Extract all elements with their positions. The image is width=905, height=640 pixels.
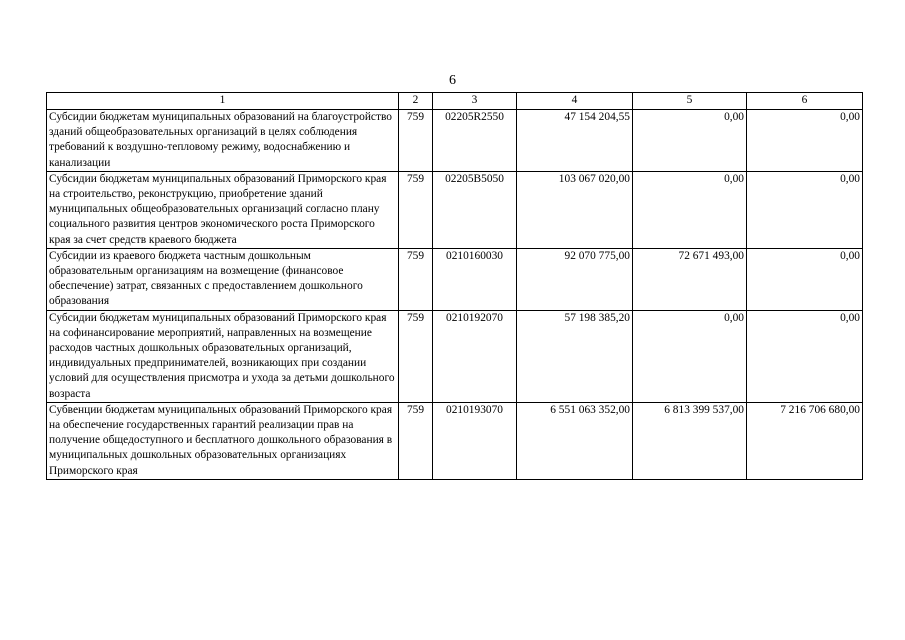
table-header-row xyxy=(47,93,863,110)
row-amount-col6: 0,00 xyxy=(747,171,863,248)
row-amount-col5: 6 813 399 537,00 xyxy=(633,402,747,479)
row-ministry-code: 759 xyxy=(399,110,433,172)
row-target-code: 0210160030 xyxy=(433,248,517,310)
row-description: Субвенции бюджетам муниципальных образований Приморского края на обеспечение государственных гарантий реализации прав на получение общедоступного и бесплатного дошкольного образования в муниципальных дошкольных образовательных организациях Приморского края xyxy=(47,402,399,479)
column-header-6: 6 xyxy=(747,93,863,110)
row-ministry-code: 759 xyxy=(399,402,433,479)
row-target-code: 02205В5050 xyxy=(433,171,517,248)
row-description: Субсидии бюджетам муниципальных образований Приморского края на софинансирование мероприятий, направленных на возмещение расходов частных дошкольных образовательных организаций, индивидуальных предпринимателей, возникающих при создании условий для осуществления присмотра и ухода за детьми дошкольного возраста xyxy=(47,310,399,402)
row-target-code: 0210192070 xyxy=(433,310,517,402)
row-amount-col4: 57 198 385,20 xyxy=(517,310,633,402)
table-row xyxy=(47,110,863,172)
table-row xyxy=(47,248,863,310)
row-amount-col4: 103 067 020,00 xyxy=(517,171,633,248)
table-row xyxy=(47,171,863,248)
row-description: Субсидии бюджетам муниципальных образований Приморского края на строительство, реконструкцию, приобретение зданий муниципальных общеобразовательных организаций согласно плану социального развития центров экономического роста Приморского края за счет средств краевого бюджета xyxy=(47,171,399,248)
row-amount-col6: 0,00 xyxy=(747,248,863,310)
row-amount-col5: 72 671 493,00 xyxy=(633,248,747,310)
row-amount-col5: 0,00 xyxy=(633,110,747,172)
page-number: 6 xyxy=(449,73,456,88)
column-header-3: 3 xyxy=(433,93,517,110)
row-amount-col6: 0,00 xyxy=(747,110,863,172)
row-amount-col6: 0,00 xyxy=(747,310,863,402)
column-header-2: 2 xyxy=(399,93,433,110)
row-amount-col5: 0,00 xyxy=(633,310,747,402)
budget-table xyxy=(46,92,863,480)
row-target-code: 02205R2550 xyxy=(433,110,517,172)
row-amount-col4: 47 154 204,55 xyxy=(517,110,633,172)
row-target-code: 0210193070 xyxy=(433,402,517,479)
row-amount-col5: 0,00 xyxy=(633,171,747,248)
row-description: Субсидии бюджетам муниципальных образований на благоустройство зданий общеобразовательных организаций в целях соблюдения требований к воздушно-тепловому режиму, водоснабжению и канализации xyxy=(47,110,399,172)
row-amount-col4: 92 070 775,00 xyxy=(517,248,633,310)
row-amount-col6: 7 216 706 680,00 xyxy=(747,402,863,479)
row-ministry-code: 759 xyxy=(399,310,433,402)
row-ministry-code: 759 xyxy=(399,171,433,248)
column-header-1: 1 xyxy=(47,93,399,110)
column-header-5: 5 xyxy=(633,93,747,110)
row-description: Субсидии из краевого бюджета частным дошкольным образовательным организациям на возмещение (финансовое обеспечение) затрат, связанных с предоставлением дошкольного образования xyxy=(47,248,399,310)
row-amount-col4: 6 551 063 352,00 xyxy=(517,402,633,479)
table-row xyxy=(47,310,863,402)
row-ministry-code: 759 xyxy=(399,248,433,310)
column-header-4: 4 xyxy=(517,93,633,110)
table-row xyxy=(47,402,863,479)
